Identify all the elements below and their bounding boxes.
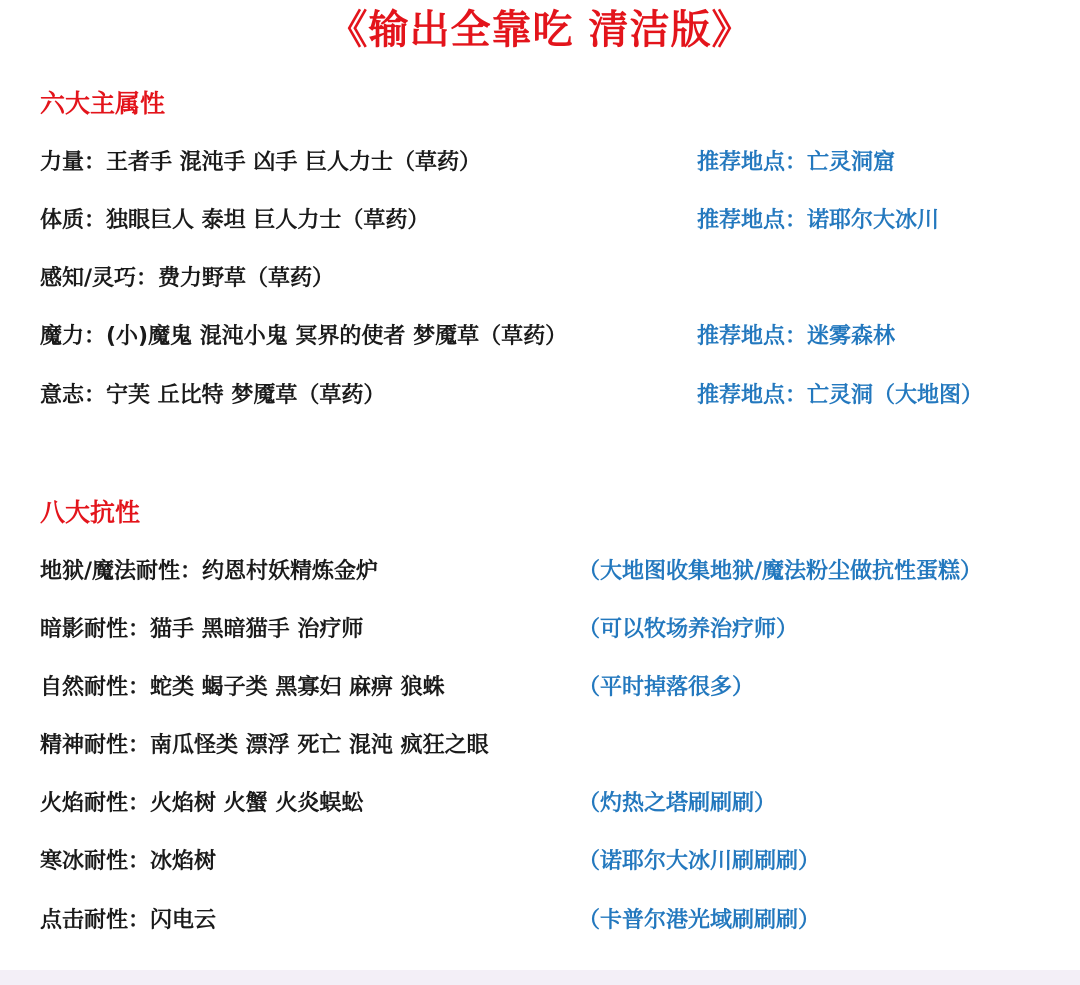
location-note: 推荐地点：迷雾森林 [697,324,896,349]
resistance-text: 寒冰耐性：冰焰树 [40,849,217,874]
resistance-note: （大地图收集地狱/魔法粉尘做抗性蛋糕） [578,559,983,584]
location-note: 推荐地点：亡灵洞窟 [697,150,896,175]
resistance-text: 暗影耐性：猫手 黑暗猫手 治疗师 [40,617,364,642]
resistance-row [0,729,1080,763]
section-header-attributes: 六大主属性 [40,89,166,118]
resistance-text: 点击耐性：闪电云 [40,908,217,933]
attribute-text: 力量：王者手 混沌手 凶手 巨人力士（草药） [40,150,481,175]
resistance-text: 精神耐性：南瓜怪类 漂浮 死亡 混沌 疯狂之眼 [40,733,489,758]
resistance-row [0,904,1080,938]
resistance-note: （可以牧场养治疗师） [578,617,799,642]
resistance-row [0,845,1080,879]
attribute-row [0,262,1080,296]
resistance-note: （卡普尔港光域刷刷刷） [578,908,821,933]
section-header-resistances: 八大抗性 [40,498,141,527]
location-note: 推荐地点：诺耶尔大冰川 [697,208,940,233]
resistance-text: 火焰耐性：火焰树 火蟹 火炎蜈蚣 [40,791,364,816]
location-note: 推荐地点：亡灵洞（大地图） [697,383,984,408]
resistance-row [0,787,1080,821]
attribute-text: 感知/灵巧：费力野草（草药） [40,266,335,291]
attribute-text: 魔力：(小)魔鬼 混沌小鬼 冥界的使者 梦魇草（草药） [40,324,568,349]
resistance-note: （平时掉落很多） [578,675,755,700]
resistance-text: 地狱/魔法耐性：约恩村妖精炼金炉 [40,559,379,584]
attribute-row [0,379,1080,413]
resistance-row [0,555,1080,589]
page-title: 《输出全靠吃 清洁版》 [327,7,753,53]
resistance-note: （灼热之塔刷刷刷） [578,791,777,816]
attribute-text: 体质：独眼巨人 泰坦 巨人力士（草药） [40,208,430,233]
resistance-text: 自然耐性：蛇类 蝎子类 黑寡妇 麻痹 狼蛛 [40,675,445,700]
resistance-row [0,613,1080,647]
attribute-row [0,204,1080,238]
attribute-row [0,146,1080,180]
resistance-note: （诺耶尔大冰川刷刷刷） [578,849,821,874]
attribute-text: 意志：宁芙 丘比特 梦魇草（草药） [40,383,386,408]
bottom-band [0,970,1080,985]
resistance-row [0,671,1080,705]
attribute-row [0,320,1080,354]
